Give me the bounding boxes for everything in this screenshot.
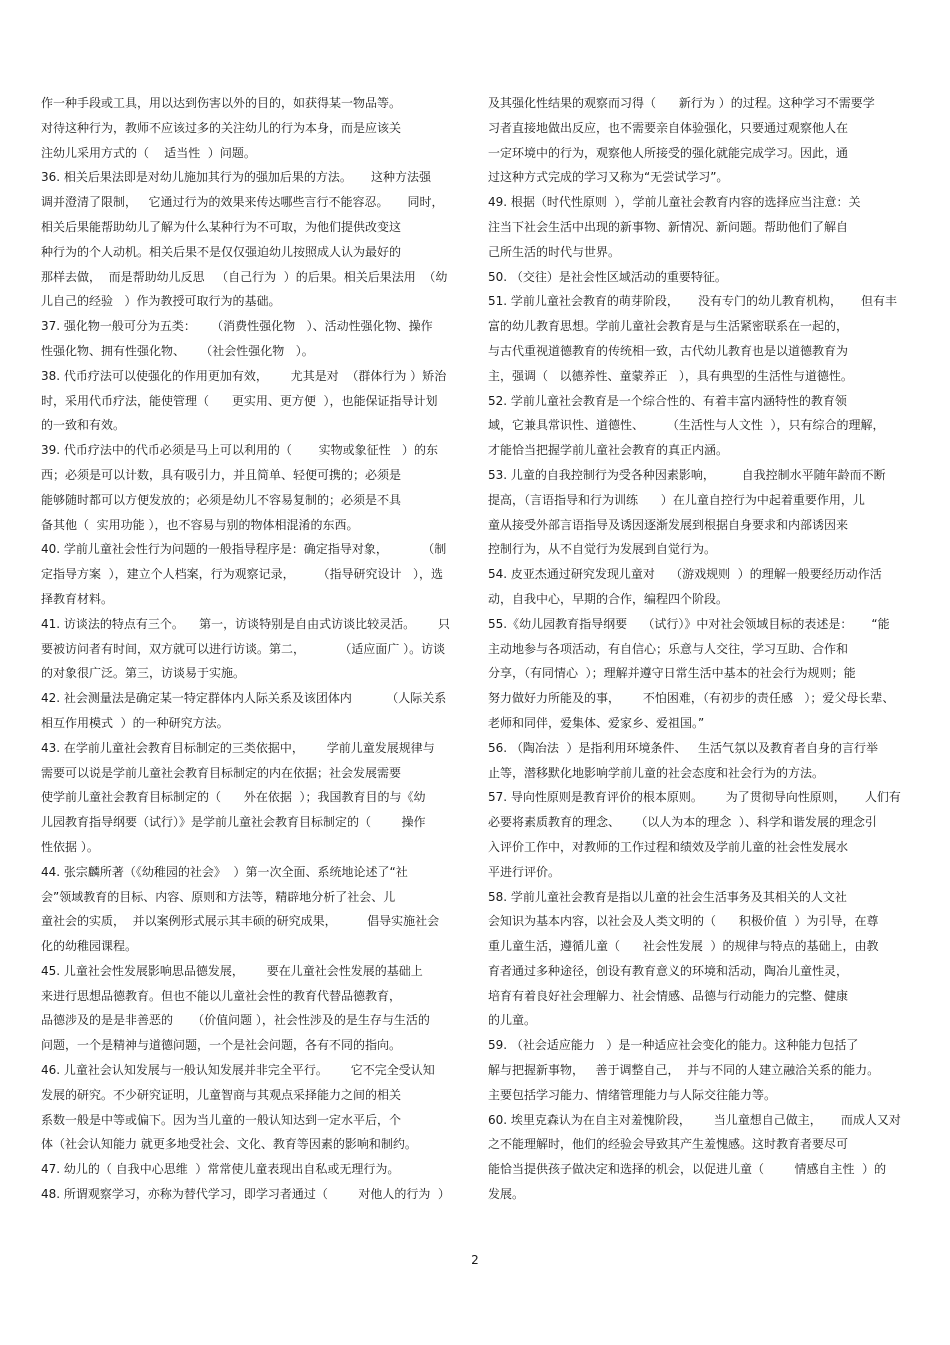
text-line: 童社会的实质， 并以案例形式展示其丰硕的研究成果， 倡导实施社会	[41, 914, 440, 929]
text-line: 相互作用模式 ）的一种研究方法。	[41, 715, 229, 730]
text-line: 品德涉及的是是非善恶的 （价值问题 ），社会性涉及的是生存与生活的	[41, 1013, 430, 1028]
text-line: 提高，（言语指导和行为训练 ）在儿童自控行为中起着重要作用，儿	[488, 492, 865, 507]
text-line: 动，自我中心，早期的合作，编程四个阶段。	[488, 591, 729, 606]
text-line: 38. 代币疗法可以使强化的作用更加有效， 尤其是对 （群体行为 ）矫治	[41, 368, 447, 383]
text-line: 发展的研究。不少研究证明，儿童智商与其观点采择能力之间的相关	[41, 1087, 402, 1102]
text-line: 43. 在学前儿童社会教育目标制定的三类依据中， 学前儿童发展规律与	[41, 740, 435, 755]
text-line: 42. 社会测量法是确定某一特定群体内人际关系及该团体内 （人际关系	[41, 691, 447, 706]
text-line: 一定环境中的行为，观察他人所接受的强化就能完成学习。因此，通	[488, 145, 849, 160]
text-line: 53. 儿童的自我控制行为受各种因素影响， 自我控制水平随年龄而不断	[488, 467, 886, 482]
text-line: 39. 代币疗法中的代币必须是马上可以利用的（ 实物或象征性 ）的东	[41, 443, 439, 458]
text-line: 来进行思想品德教育。但也不能以儿童社会性的教育代替品德教育，	[41, 988, 402, 1003]
text-line: 会知识为基本内容，以社会及人类文明的（ 积极价值 ）为引导，在尊	[488, 914, 879, 929]
text-line: 必要将素质教育的理念、 （以人为本的理念 ）、科学和谐发展的理念引	[488, 815, 877, 830]
text-line: 种行为的个人动机。相关后果不是仅仅强迫幼儿按照成人认为最好的	[41, 244, 402, 259]
text-line: 富的幼儿教育思想。学前儿童社会教育是与生活紧密联系在一起的，	[488, 319, 849, 334]
text-line: 才能恰当把握学前儿童社会教育的真正内涵。	[488, 443, 729, 458]
text-line: 老师和同伴，爱集体、爱家乡、爱祖国。”	[488, 715, 705, 730]
text-line: 入评价工作中，对教师的工作过程和绩效及学前儿童的社会性发展水	[488, 839, 849, 854]
text-line: 52. 学前儿童社会教育是一个综合性的、有着丰富内涵特性的教育领	[488, 393, 847, 408]
text-line: 59. （社会适应能力 ）是一种适应社会变化的能力。这种能力包括了	[488, 1038, 859, 1053]
text-line: 54. 皮亚杰通过研究发现儿童对 （游戏规则 ）的理解一般要经历动作活	[488, 567, 882, 582]
text-line: 主要包括学习能力、情绪管理能力与人际交往能力等。	[488, 1087, 777, 1102]
text-line: 主动地参与各项活动，有自信心；乐意与人交往，学习互助、合作和	[488, 641, 849, 656]
text-line: 58. 学前儿童社会教育是指以儿童的社会生活事务及其相关的人文社	[488, 889, 847, 904]
text-line: 域，它兼具常识性、道德性、 （生活性与人文性 ），只有综合的理解，	[488, 418, 885, 433]
text-line: 对待这种行为，教师不应该过多的关注幼儿的行为本身，而是应该关	[41, 120, 402, 135]
right-column	[488, 91, 924, 1207]
text-line: 己所生活的时代与世界。	[488, 244, 621, 259]
page-number: 2	[471, 1253, 479, 1267]
text-line: 45. 儿童社会性发展影响思品德发展， 要在儿童社会性发展的基础上	[41, 963, 423, 978]
text-line: 55.《幼儿园教育指导纲要 （试行）》中对社会领域目标的表述是： “能	[488, 616, 890, 631]
text-line: 56. （陶冶法 ）是指利用环境条件、 生活气氛以及教育者自身的言行举	[488, 740, 878, 755]
text-line: 培育有着良好社会理解力、社会情感、品德与行动能力的完整、健康	[488, 988, 849, 1003]
text-line: 47. 幼儿的（ 自我中心思维 ）常常使儿童表现出自私或无理行为。	[41, 1162, 400, 1177]
text-line: 的对象很广泛。第三，访谈易于实施。	[41, 666, 246, 681]
text-line: 平进行评价。	[488, 864, 561, 879]
text-line: 及其强化性结果的观察而习得（ 新行为 ）的过程。这种学习不需要学	[488, 96, 875, 110]
text-line: 止等，潜移默化地影响学前儿童的社会态度和社会行为的方法。	[488, 765, 825, 780]
text-line: 相关后果能帮助幼儿了解为什么某种行为不可取，为他们提供改变这	[41, 219, 402, 234]
text-line: 作一种手段或工具，用以达到伤害以外的目的，如获得某一物品等。	[41, 96, 402, 110]
text-line: 能恰当提供孩子做决定和选择的机会，以促进儿童（ 情感自主性 ）的	[488, 1162, 887, 1177]
text-line: 与古代重视道德教育的传统相一致，古代幼儿教育也是以道德教育为	[488, 343, 849, 358]
text-line: 分享，（有同情心 ）；理解并遵守日常生活中基本的社会行为规则；能	[488, 666, 856, 681]
text-line: 备其他（ 实用功能 ），也不容易与别的物体相混淆的东西。	[41, 517, 359, 532]
text-line: 过这种方式完成的学习又称为“无尝试学习”。	[488, 170, 729, 185]
text-line: 育者通过多种途径，创设有教育意义的环境和活动，陶冶儿童性灵，	[488, 963, 849, 978]
text-line: 重儿童生活，遵循儿童（ 社会性发展 ）的规律与特点的基础上，由教	[488, 939, 879, 954]
text-line: 需要可以说是学前儿童社会教育目标制定的内在依据；社会发展需要	[41, 765, 402, 780]
text-line: 那样去做， 而是帮助幼儿反思 （自己行为 ）的后果。相关后果法用 （幼	[41, 269, 448, 284]
text-line: 化的幼稚园课程。	[41, 939, 138, 954]
text-line: 系数一般是中等或偏下。因为当儿童的一般认知达到一定水平后，个	[41, 1112, 402, 1127]
text-line: 37. 强化物一般可分为五类： （消费性强化物 ）、活动性强化物、操作	[41, 319, 433, 334]
text-line: 择教育材料。	[41, 591, 114, 606]
text-line: 57. 导向性原则是教育评价的根本原则。 为了贯彻导向性原则， 人们有	[488, 790, 901, 805]
text-line: 体（社会认知能力 就更多地受社会、文化、教育等因素的影响和制约。	[41, 1137, 417, 1152]
text-line: 注当下社会生活中出现的新事物、新情况、新问题。帮助他们了解自	[488, 219, 849, 234]
text-line: 的一致和有效。	[41, 418, 126, 433]
text-line: 习者直接地做出反应，也不需要亲自体验强化，只要通过观察他人在	[488, 120, 849, 135]
text-line: 49. 根据（时代性原则 ），学前儿童社会教育内容的选择应当注意：关	[488, 195, 861, 210]
text-line: 注幼儿采用方式的（ 适当性 ）问题。	[41, 145, 256, 160]
text-line: 48. 所谓观察学习，亦称为替代学习，即学习者通过（ 对他人的行为 ）	[41, 1187, 451, 1202]
text-line: 的儿童。	[488, 1013, 537, 1028]
text-line: 性强化物、拥有性强化物、 （社会性强化物 ）。	[41, 343, 314, 358]
text-line: 41. 访谈法的特点有三个。 第一，访谈特别是自由式访谈比较灵活。 只	[41, 616, 451, 631]
text-line: 60. 埃里克森认为在自主对羞愧阶段， 当儿童想自己做主， 而成人又对	[488, 1112, 901, 1127]
text-line: 使学前儿童社会教育目标制定的（ 外在依据 ）；我国教育目的与《幼	[41, 790, 426, 805]
text-line: 50. （交往）是社会性区域活动的重要特征。	[488, 269, 727, 284]
text-line: 能够随时都可以方便发放的；必须是幼儿不容易复制的；必须是不具	[41, 492, 402, 507]
text-line: 36. 相关后果法即是对幼儿施加其行为的强加后果的方法。 这种方法强	[41, 170, 431, 185]
left-column	[41, 91, 477, 1207]
text-line: 46. 儿童社会认知发展与一般认知发展并非完全平行。 它不完全受认知	[41, 1063, 435, 1078]
text-line: 西；必须是可以计数，具有吸引力，并且简单、轻便可携的；必须是	[41, 467, 402, 482]
text-line: 发展。	[488, 1187, 525, 1202]
text-line: 时，采用代币疗法，能使管理（ 更实用、更方便 ），也能保证指导计划	[41, 393, 438, 408]
text-line: 儿自己的经验 ）作为教授可取行为的基础。	[41, 294, 281, 309]
text-line: 44. 张宗麟所著（《幼稚园的社会》 ）第一次全面、系统地论述了“社	[41, 864, 408, 879]
text-line: 要被访问者有时间，双方就可以进行访谈。第二， （适应面广 ）。访谈	[41, 641, 446, 656]
text-line: 性依据 ）。	[41, 839, 99, 854]
text-line: 努力做好力所能及的事， 不怕困难，（有初步的责任感 ）；爱父母长辈、	[488, 691, 895, 706]
text-line: 会”领域教育的目标、内容、原则和方法等，精辟地分析了社会、儿	[41, 889, 396, 904]
text-line: 问题，一个是精神与道德问题，一个是社会问题，各有不同的指向。	[41, 1038, 402, 1053]
text-line: 定指导方案 ），建立个人档案，行为观察记录， （指导研究设计 ），选	[41, 567, 443, 582]
text-line: 控制行为，从不自觉行为发展到自觉行为。	[488, 542, 717, 557]
text-line: 主，强调（ 以德养性、童蒙养正 ），具有典型的生活性与道德性。	[488, 368, 853, 383]
text-line: 之不能理解时，他们的经验会导致其产生羞愧感。这时教育者要尽可	[488, 1137, 849, 1152]
text-line: 解与把握新事物， 善于调整自己， 并与不同的人建立融洽关系的能力。	[488, 1063, 880, 1078]
text-line: 40. 学前儿童社会性行为问题的一般指导程序是：确定指导对象， （制	[41, 542, 447, 557]
text-line: 51. 学前儿童社会教育的萌芽阶段， 没有专门的幼儿教育机构， 但有丰	[488, 294, 898, 309]
text-line: 调并澄清了限制， 它通过行为的效果来传达哪些言行不能容忍。 同时，	[41, 195, 444, 210]
text-line: 童从接受外部言语指导及诱因逐渐发展到根据自身要求和内部诱因来	[488, 517, 849, 532]
text-line: 儿园教育指导纲要（试行）》是学前儿童社会教育目标制定的（ 操作	[41, 815, 426, 830]
